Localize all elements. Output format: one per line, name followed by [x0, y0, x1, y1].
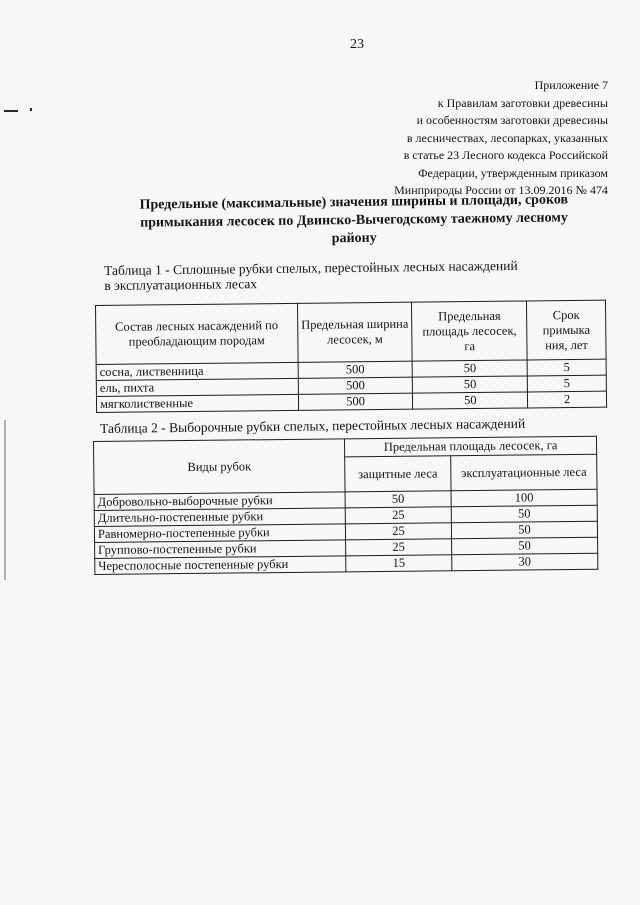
table-cell: Добровольно-выборочные рубки	[94, 492, 345, 511]
table-cell: 15	[346, 555, 452, 572]
table-cell: 500	[298, 393, 413, 410]
title-line: примыкания лесосек по Двинско-Вычегодскому таежному лесному	[140, 210, 568, 231]
table-cell: 2	[528, 391, 607, 408]
annex-reference	[288, 77, 608, 200]
table1-header-cell: Состав лесных насаждений по преобладающим породам	[96, 303, 298, 364]
scan-edge-mark	[4, 110, 18, 112]
table-cell: сосна, лиственница	[96, 362, 298, 380]
table-cell: 500	[298, 361, 413, 378]
table-cell: 5	[527, 375, 606, 392]
annex-line: к Правилам заготовки древесины	[437, 95, 608, 110]
table1	[95, 300, 607, 413]
annex-line: в лесничествах, лесопарках, указанных	[406, 130, 608, 145]
table2	[93, 436, 598, 575]
annex-line: Минприроды России от 13.09.2016 № 474	[394, 183, 608, 197]
table-cell: Чересполосные постепенные рубки	[95, 556, 346, 575]
table-cell: Группово-постепенные рубки	[95, 540, 346, 559]
table1-header-row	[96, 300, 607, 364]
page-number: 23	[350, 37, 364, 52]
table-cell: 25	[345, 523, 451, 540]
table-cell: Длительно-постепенные рубки	[94, 508, 345, 527]
table-cell: 500	[298, 377, 413, 394]
table1-caption-line: Таблица 1 - Сплошные рубки спелых, перестойных лесных насаждений	[104, 257, 518, 278]
table1-header-cell: Предельная ширина лесосек, м	[297, 302, 412, 362]
table-cell: 50	[451, 537, 597, 555]
table2-caption: Таблица 2 - Выборочные рубки спелых, перестойных лесных насаждений	[100, 415, 526, 436]
table-cell: ель, пихта	[96, 378, 298, 396]
annex-line: Федерации, утвержденным приказом	[418, 165, 608, 180]
table-cell: Равномерно-постепенные рубки	[94, 524, 345, 543]
annex-line: и особенностям заготовки древесины	[416, 113, 608, 127]
table-cell: 25	[346, 539, 452, 556]
table1-caption-line: в эксплуатационных лесах	[104, 276, 258, 293]
table1-header-cell: Предельная площадь лесосек, га	[412, 301, 527, 361]
table-cell: 25	[345, 507, 451, 524]
table-cell: 50	[413, 376, 528, 393]
table-cell: 50	[451, 505, 597, 523]
table-cell: 50	[413, 392, 528, 409]
table2-header-cell: Предельная площадь лесосек, га	[345, 436, 597, 457]
annex-line: Приложение 7	[534, 78, 608, 92]
table1-header-cell: Срок примыка ния, лет	[527, 300, 607, 360]
table-cell: мягколиственные	[96, 394, 298, 412]
table-cell: 30	[452, 553, 598, 571]
table2-header-cell: защитные леса	[345, 456, 451, 492]
table2-header-cell: эксплуатационные леса	[451, 454, 597, 491]
title-line: району	[331, 230, 377, 247]
annex-line: в статье 23 Лесного кодекса Российской	[403, 148, 608, 162]
table1-caption	[104, 258, 518, 293]
table2-header-cell: Виды рубок	[94, 439, 346, 495]
table-cell: 50	[451, 521, 597, 539]
scan-edge-mark	[4, 420, 6, 580]
scan-edge-mark	[30, 108, 32, 111]
table-cell: 5	[527, 359, 606, 376]
title-line: Предельные (максимальные) значения ширины и площади, сроков	[139, 192, 569, 213]
table-cell: 100	[451, 489, 597, 507]
table-cell: 50	[413, 360, 528, 377]
table-cell: 50	[345, 491, 451, 508]
document-title	[104, 191, 605, 251]
